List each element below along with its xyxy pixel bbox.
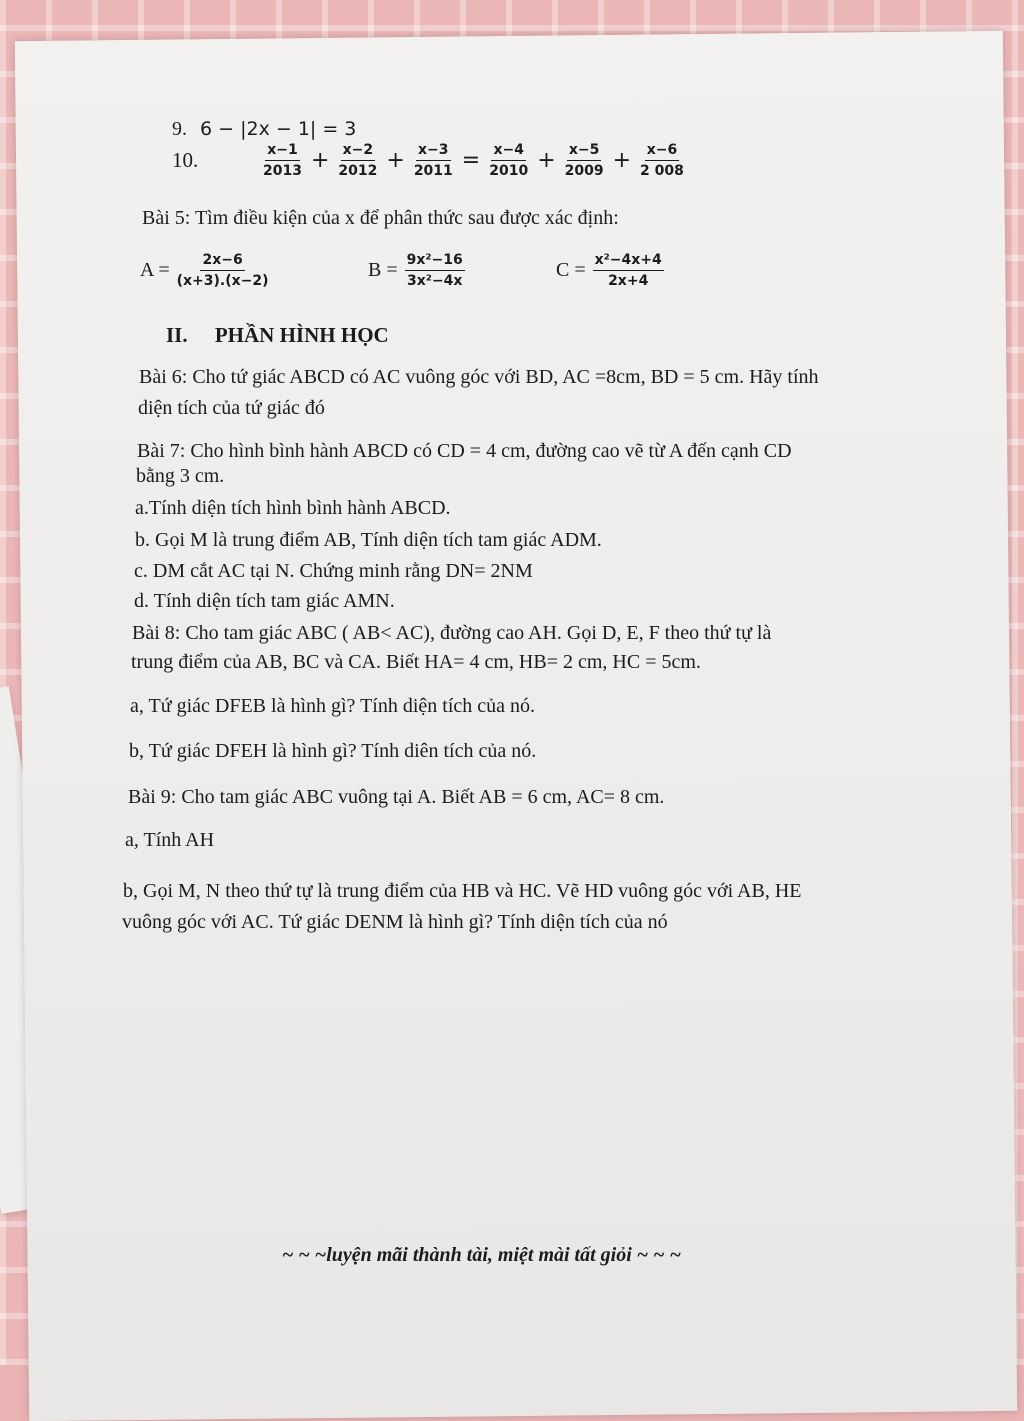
problem-10: [172, 142, 686, 179]
operator: +: [537, 148, 556, 173]
fraction-2: $\frac{x-2}{2012}$: [338, 142, 378, 179]
fraction-A-label: A =: [140, 259, 170, 281]
bai8-part-b: b, Tứ giác DFEH là hình gì? Tính diên tích của nó.: [129, 740, 537, 762]
fraction-A-numerator: 2x−6: [200, 252, 244, 271]
operator: +: [310, 148, 330, 173]
fraction-C-numerator: x²−4x+4: [593, 252, 664, 271]
fraction-B-denominator: 3x²−4x: [406, 273, 463, 289]
problem-9: [172, 118, 356, 141]
bai7-part-a: a.Tính diện tích hình bình hành ABCD.: [135, 497, 451, 519]
fraction-C: [556, 252, 666, 289]
fraction-B: [368, 252, 467, 289]
bai8-line-1: Bài 8: Cho tam giác ABC ( AB< AC), đường cao AH. Gọi D, E, F theo thứ tự là: [132, 622, 772, 644]
problem-9-expression: 6 − |2x − 1| = 3: [200, 118, 357, 140]
bai9-part-a: a, Tính AH: [125, 829, 215, 851]
problem-9-number: 9.: [172, 118, 187, 140]
problem-10-number: 10.: [172, 148, 199, 172]
bai9-line-1: Bài 9: Cho tam giác ABC vuông tại A. Biết AB = 6 cm, AC= 8 cm.: [128, 786, 665, 808]
fraction-A-denominator: (x+3).(x−2): [176, 273, 269, 289]
bai7-part-c: c. DM cắt AC tại N. Chứng minh rằng DN= 2NM: [134, 560, 533, 582]
fraction-4: $\frac{x-4}{2010}$: [489, 142, 529, 179]
bai9-part-b-line-1: b, Gọi M, N theo thứ tự là trung điểm của HB và HC. Vẽ HD vuông góc với AB, HE: [123, 880, 802, 902]
fraction-5: $\frac{x-5}{2009}$: [564, 142, 604, 179]
fraction-3: $\frac{x-3}{2011}$: [413, 142, 453, 179]
bai8-part-a: a, Tứ giác DFEB là hình gì? Tính diện tích của nó.: [130, 695, 536, 717]
operator: =: [461, 148, 481, 173]
footer-motto: ~ ~ ~luyện mãi thành tài, miệt mài tất giỏi ~ ~ ~: [282, 1244, 681, 1266]
section-number: II.: [166, 323, 188, 347]
bai6-line-2: diện tích của tứ giác đó: [138, 397, 325, 419]
bai6-line-1: Bài 6: Cho tứ giác ABCD có AC vuông góc với BD, AC =8cm, BD = 5 cm. Hãy tính: [139, 366, 819, 388]
fraction-C-label: C =: [556, 259, 586, 281]
fraction-B-numerator: 9x²−16: [405, 252, 465, 271]
bai7-line-2: bằng 3 cm.: [136, 465, 225, 487]
fraction-A: [140, 252, 271, 289]
bai7-part-d: d. Tính diện tích tam giác AMN.: [134, 590, 395, 612]
bai9-part-b-line-2: vuông góc với AC. Tứ giác DENM là hình gì? Tính diện tích của nó: [122, 911, 668, 933]
fraction-6: $\frac{x-6}{2 008}$: [640, 142, 684, 179]
bai8-line-2: trung điểm của AB, BC và CA. Biết HA= 4 cm, HB= 2 cm, HC = 5cm.: [131, 651, 701, 673]
fraction-1: $\frac{x-1}{2013}$: [263, 142, 302, 179]
fraction-C-denominator: 2x+4: [608, 273, 649, 289]
operator: +: [386, 148, 405, 173]
bai5-title: Bài 5: Tìm điều kiện của x để phân thức sau được xác định:: [142, 207, 619, 229]
section-title: PHẦN HÌNH HỌC: [214, 323, 389, 347]
fraction-B-label: B =: [368, 259, 398, 281]
bai7-part-b: b. Gọi M là trung điểm AB, Tính diện tích tam giác ADM.: [135, 529, 602, 551]
bai7-line-1: Bài 7: Cho hình bình hành ABCD có CD = 4 cm, đường cao vẽ từ A đến cạnh CD: [137, 440, 792, 462]
operator: +: [612, 148, 632, 173]
section-heading: [166, 323, 389, 348]
